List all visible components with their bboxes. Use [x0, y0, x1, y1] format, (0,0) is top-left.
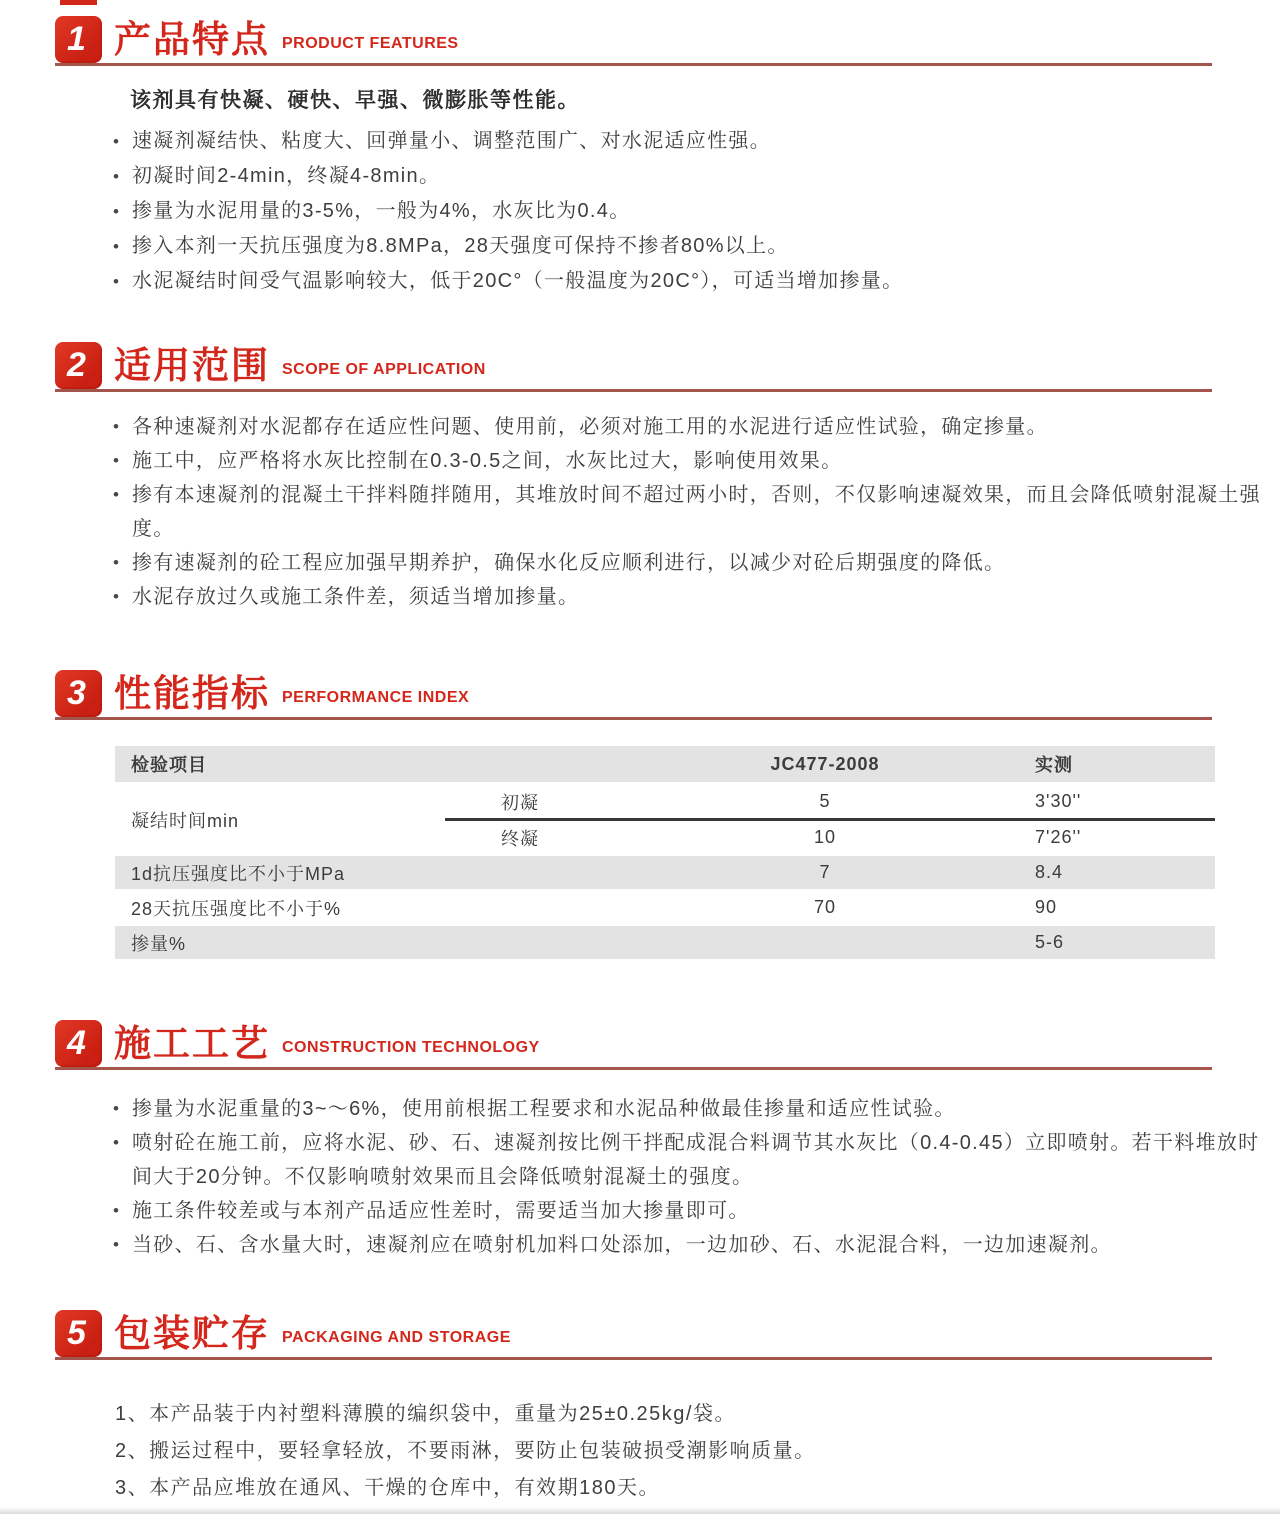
- section-1-number-badge: [55, 16, 102, 63]
- bullet-text: • 掺有速凝剂的砼工程应加强早期养护，确保水化反应顺利进行，以减少对砼后期强度的降低。: [132, 552, 1006, 574]
- section-construction-technology: [0, 1020, 1280, 1262]
- bullet-item: [113, 159, 1262, 194]
- header-underline: [55, 1067, 1212, 1070]
- section-2-bullet-list: [113, 410, 1262, 614]
- table-row: [115, 856, 1215, 889]
- bullet-text: • 掺量为水泥用量的3-5%，一般为4%，水灰比为0.4。: [132, 200, 631, 222]
- bullet-text: • 喷射砼在施工前，应将水泥、砂、石、速凝剂按比例干拌配成混合料调节其水灰比（0.4-0.45）立即喷射。若干料堆放时间大于20分钟。不仅影响喷射效果而且会降低喷射混凝土的强度。: [132, 1132, 1260, 1188]
- bullet-item: [113, 580, 1262, 614]
- bullet-item: [113, 478, 1262, 546]
- cell-measured-value: 5-6: [1035, 932, 1065, 952]
- group-label: 凝结时间min: [131, 810, 240, 831]
- section-2-content: [113, 410, 1262, 614]
- table-row: [445, 821, 1215, 854]
- section-title-zh: 产品特点: [114, 19, 270, 60]
- numbered-item: 2、搬运过程中，要轻拿轻放，不要雨淋，要防止包装破损受潮影响质量。: [115, 1440, 816, 1462]
- numbered-item: 3、本产品应堆放在通风、干燥的仓库中，有效期180天。: [115, 1477, 660, 1499]
- cell-item-label: 1d抗压强度比不小于MPa: [131, 863, 346, 884]
- bullet-item: [113, 410, 1262, 444]
- section-2-titles: [114, 342, 486, 390]
- bullet-item: [113, 444, 1262, 478]
- section-4-header: [0, 1020, 1280, 1068]
- cell-standard-value: 7: [819, 862, 831, 882]
- column-header-measured: 实测: [1035, 755, 1073, 775]
- table-row: [115, 926, 1215, 959]
- section-1-intro: 该剂具有快凝、硬快、早强、微膨胀等性能。: [130, 89, 580, 112]
- bullet-text: • 水泥凝结时间受气温影响较大，低于20C°（一般温度为20C°），可适当增加掺量。: [132, 270, 904, 292]
- section-packaging-and-storage: [0, 1310, 1280, 1507]
- numbered-item: 1、本产品装于内衬塑料薄膜的编织袋中，重量为25±0.25kg/袋。: [115, 1403, 736, 1425]
- section-title-zh: 施工工艺: [114, 1023, 270, 1064]
- section-5-number-badge: [55, 1310, 102, 1357]
- section-5-content: [113, 1396, 1262, 1507]
- column-header-standard: JC477-2008: [770, 753, 880, 774]
- performance-table: [115, 746, 1215, 959]
- bullet-item: [113, 124, 1262, 159]
- section-4-number-badge: [55, 1020, 102, 1067]
- bullet-text: • 当砂、石、含水量大时，速凝剂应在喷射机加料口处添加，一边加砂、石、水泥混合料，一边加速凝剂。: [132, 1234, 1112, 1256]
- section-number: 3: [67, 674, 86, 712]
- cell-measured-value: 3'30'': [1035, 791, 1082, 811]
- bullet-item: [113, 1126, 1262, 1194]
- section-4-content: [113, 1092, 1262, 1262]
- cell-standard-value: 70: [813, 897, 837, 917]
- section-title-en: PACKAGING AND STORAGE: [282, 1329, 511, 1346]
- section-3-header: [0, 670, 1280, 718]
- section-scope-of-application: [0, 342, 1280, 614]
- cell-sub-label: 终凝: [501, 828, 539, 849]
- header-underline: [55, 1357, 1212, 1360]
- bullet-text: • 施工条件较差或与本剂产品适应性差时，需要适当加大掺量即可。: [132, 1200, 750, 1222]
- page-top-red-mark: [60, 0, 97, 5]
- section-title-en: PERFORMANCE INDEX: [282, 689, 470, 706]
- bullet-item: [113, 546, 1262, 580]
- section-2-header: [0, 342, 1280, 390]
- section-number: 1: [67, 20, 86, 58]
- cell-sub-label: 初凝: [501, 792, 539, 813]
- bullet-item: [113, 1194, 1262, 1228]
- bullet-item: [113, 264, 1262, 299]
- section-4-titles: [114, 1020, 540, 1068]
- section-3-titles: [114, 670, 469, 718]
- section-5-header: [0, 1310, 1280, 1358]
- table-row: [115, 891, 1215, 924]
- cell-measured-value: 7'26'': [1035, 827, 1082, 847]
- section-4-bullet-list: [113, 1092, 1262, 1262]
- section-title-zh: 包装贮存: [114, 1313, 270, 1354]
- bullet-text: • 水泥存放过久或施工条件差，须适当增加掺量。: [132, 586, 580, 608]
- bullet-text: • 掺有本速凝剂的混凝土干拌料随拌随用，其堆放时间不超过两小时，否则，不仅影响速凝效果，而且会降低喷射混凝土强度。: [132, 484, 1261, 540]
- page-bottom-edge: [0, 1507, 1280, 1514]
- section-number: 5: [67, 1314, 86, 1352]
- cell-standard-value: 5: [819, 791, 831, 811]
- section-title-en: PRODUCT FEATURES: [282, 35, 459, 52]
- cell-item-label: 掺量%: [131, 933, 187, 954]
- header-underline: [55, 389, 1212, 392]
- section-1-bullet-list: [113, 124, 1262, 299]
- section-3-number-badge: [55, 670, 102, 717]
- group-sub-rows: [445, 785, 1215, 854]
- bullet-text: • 掺入本剂一天抗压强度为8.8MPa，28天强度可保持不掺者80%以上。: [132, 235, 789, 257]
- section-number: 2: [67, 346, 86, 384]
- section-product-features: [0, 16, 1280, 299]
- bullet-text: • 各种速凝剂对水泥都存在适应性问题、使用前，必须对施工用的水泥进行适应性试验，确定掺量。: [132, 416, 1048, 438]
- cell-item-label: 28天抗压强度比不小于%: [131, 898, 342, 919]
- bullet-item: [113, 1228, 1262, 1262]
- bullet-text: • 掺量为水泥重量的3~～6%，使用前根据工程要求和水泥品种做最佳掺量和适应性试验。: [132, 1098, 956, 1120]
- section-1-header: [0, 16, 1280, 64]
- header-underline: [55, 63, 1212, 66]
- section-title-zh: 适用范围: [114, 345, 270, 386]
- section-title-en: SCOPE OF APPLICATION: [282, 361, 486, 378]
- bullet-text: • 初凝时间2-4min，终凝4-8min。: [132, 165, 441, 187]
- bullet-item: [113, 1092, 1262, 1126]
- cell-measured-value: 90: [1035, 897, 1058, 917]
- section-title-en: CONSTRUCTION TECHNOLOGY: [282, 1039, 540, 1056]
- cell-standard-value: 10: [813, 827, 837, 847]
- bullet-text: • 施工中，应严格将水灰比控制在0.3-0.5之间，水灰比过大，影响使用效果。: [132, 450, 843, 472]
- table-group-setting-time: [115, 785, 1215, 854]
- section-5-titles: [114, 1310, 511, 1358]
- section-number: 4: [67, 1024, 86, 1062]
- table-header-row: [115, 746, 1215, 782]
- section-1-content: [113, 84, 1262, 299]
- header-underline: [55, 717, 1212, 720]
- table-row: [445, 785, 1215, 818]
- bullet-item: [113, 194, 1262, 229]
- section-title-zh: 性能指标: [114, 673, 270, 714]
- section-5-numbered-list: [115, 1396, 1262, 1507]
- column-header-item: 检验项目: [131, 755, 207, 775]
- cell-measured-value: 8.4: [1035, 862, 1064, 882]
- bullet-text: • 速凝剂凝结快、粘度大、回弹量小、调整范围广、对水泥适应性强。: [132, 130, 771, 152]
- section-2-number-badge: [55, 342, 102, 389]
- section-performance-index: [0, 670, 1280, 959]
- section-1-titles: [114, 16, 459, 64]
- bullet-item: [113, 229, 1262, 264]
